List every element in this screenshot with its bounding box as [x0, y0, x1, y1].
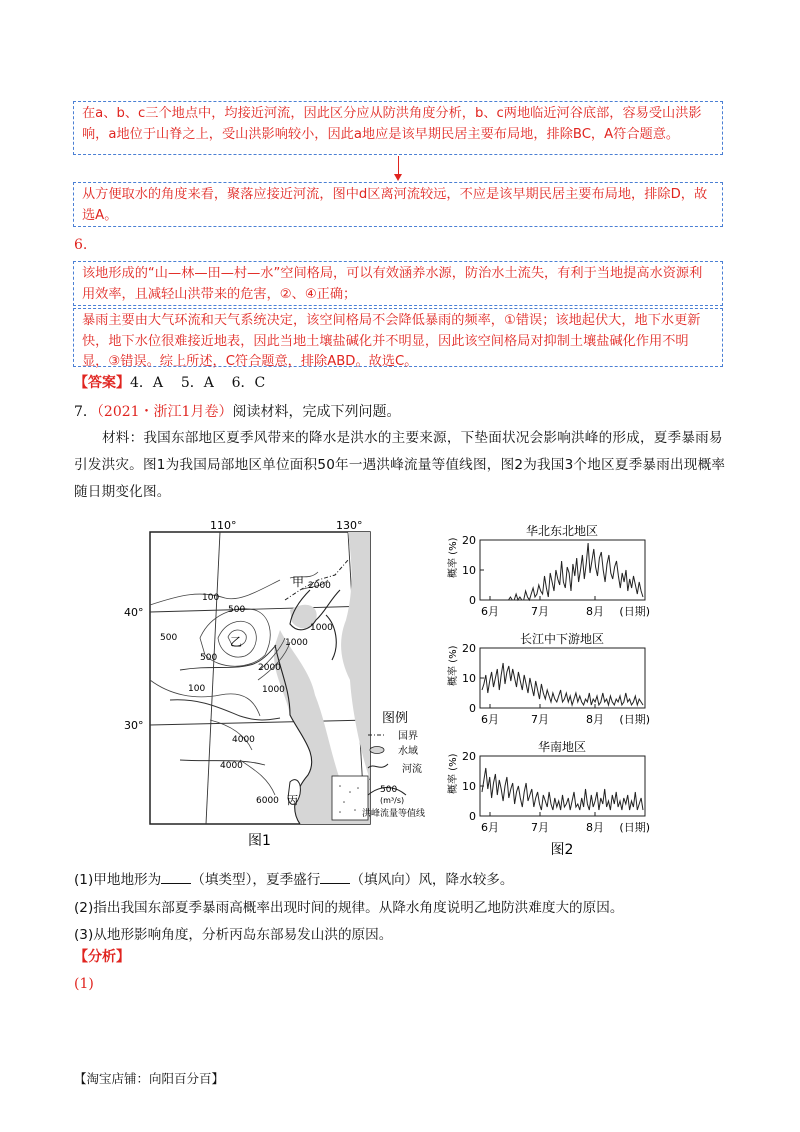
- x-tick-label: (日期): [619, 713, 650, 726]
- place-bing: 丙: [287, 794, 298, 807]
- question-7-2: (2)指出我国东部夏季暴雨高概率出现时间的规律。从降水角度说明乙地防洪难度大的原因。: [74, 900, 624, 916]
- figure-1-map: [124, 519, 426, 850]
- question-7-prompt: 阅读材料，完成下列问题。: [232, 404, 401, 420]
- x-tick-label: 7月: [531, 821, 549, 834]
- iso-label: 4000: [232, 735, 255, 745]
- y-tick-label: 20: [462, 750, 476, 763]
- question-7-1: [74, 869, 514, 891]
- iso-label: 6000: [256, 796, 279, 806]
- legend-iso-label: 洪峰流量等值线: [362, 809, 426, 819]
- iso-label: 100: [188, 684, 206, 694]
- q1-part-a: (1)甲地地形为: [74, 872, 162, 888]
- iso-label: 100: [202, 593, 220, 603]
- iso-label: 500: [200, 653, 218, 663]
- chart-title: 华北东北地区: [525, 524, 599, 538]
- figure-2-charts: [430, 522, 675, 862]
- question-6-label: 6.: [74, 237, 88, 253]
- chart-title: 华南地区: [537, 740, 587, 754]
- y-tick-label: 20: [462, 642, 476, 655]
- x-tick-label: 8月: [586, 605, 604, 618]
- place-jia: 甲: [292, 575, 305, 589]
- x-tick-label: 8月: [586, 713, 604, 726]
- material-paragraph: 材料：我国东部地区夏季风带来的降水是洪水的主要来源，下垫面状况会影响洪峰的形成，夏季暴雨易引发洪灾。图1为我国局部地区单位面积50年一遇洪峰流量等值线图，图2为我国3个地区夏季暴雨出现概率随日期变化图。: [74, 430, 726, 500]
- y-tick-label: 0: [469, 702, 476, 715]
- y-tick-label: 0: [469, 810, 476, 823]
- y-tick-label: 20: [462, 534, 476, 547]
- analysis-number: (1): [74, 976, 94, 992]
- x-tick-label: 8月: [586, 821, 604, 834]
- iso-label: 4000: [220, 761, 243, 771]
- question-7-heading: [74, 401, 400, 423]
- x-tick-label: (日期): [619, 605, 650, 618]
- y-axis-label: 概率 (%): [448, 537, 459, 578]
- x-tick-label: 6月: [481, 605, 499, 618]
- q1-blank-1: [161, 883, 191, 884]
- y-axis-label: 概率 (%): [448, 645, 459, 686]
- question-7-source: （2021・浙江1月卷）: [96, 404, 233, 420]
- iso-label: 1000: [285, 638, 308, 648]
- answer-line: [74, 372, 265, 394]
- answer-tag: 【答案】: [74, 375, 130, 391]
- explanation-box-4: 暴雨主要由大气环流和天气系统决定，该空间格局不会降低暴雨的频率，①错误；该地起伏大，地下水更新快，地下水位很难接近地表，因此当地土壤盐碱化并不明显，因此该空间格局对抑制土壤盐碱化作用不明显，③错误。综上所述，C符合题意，排除ABD。故选C。: [73, 308, 723, 367]
- chart-title: 长江中下游地区: [519, 632, 605, 646]
- y-tick-label: 10: [462, 780, 476, 793]
- y-tick-label: 0: [469, 594, 476, 607]
- iso-label: 2000: [258, 663, 281, 673]
- question-7-3: (3)从地形影响角度，分析丙岛东部易发山洪的原因。: [74, 927, 393, 943]
- legend-river-label: 河流: [402, 764, 422, 775]
- iso-label: 1000: [262, 685, 285, 695]
- x-tick-label: 7月: [531, 713, 549, 726]
- x-tick-label: 6月: [481, 713, 499, 726]
- explanation-box-3: 该地形成的“山—林—田—村—水”空间格局，可以有效涵养水源，防治水土流失，有利于当地提高水资源利用效率，且减轻山洪带来的危害，②、④正确；: [73, 261, 723, 306]
- page-footer: 【淘宝店铺：向阳百分百】: [74, 1071, 225, 1086]
- q1-part-b: （填类型），夏季盛行: [191, 872, 321, 888]
- x-tick-label: 7月: [531, 605, 549, 618]
- x-tick-label: 6月: [481, 821, 499, 834]
- question-7-number: 7．: [74, 404, 97, 420]
- legend-water-label: 水域: [398, 746, 418, 757]
- iso-label: 500: [160, 633, 178, 643]
- legend-title: 图例: [382, 711, 409, 726]
- y-tick-label: 10: [462, 564, 476, 577]
- legend-iso-value: 500: [380, 785, 398, 795]
- iso-label: 2000: [308, 581, 331, 591]
- x-tick-label: (日期): [619, 821, 650, 834]
- iso-label: 1000: [310, 623, 333, 633]
- figure-2-caption: 图2: [550, 842, 574, 858]
- lon-label-110: 110°: [210, 519, 237, 532]
- q1-blank-2: [320, 883, 350, 884]
- figure-1-caption: 图1: [248, 833, 271, 849]
- explanation-box-1: 在a、b、c三个地点中，均接近河流，因此区分应从防洪角度分析，b、c两地临近河谷底部，容易受山洪影响，a地位于山脊之上，受山洪影响较小，因此a地应是该早期民居主要布局地，排除BC，A符合题意。: [73, 101, 723, 155]
- analysis-tag: 【分析】: [74, 949, 130, 965]
- lat-label-30: 30°: [124, 719, 144, 732]
- lat-label-40: 40°: [124, 606, 144, 619]
- y-tick-label: 10: [462, 672, 476, 685]
- answer-text: 4．A 5．A 6．C: [130, 375, 266, 391]
- legend-iso-unit: (m³/s): [380, 796, 405, 805]
- arrow-head: [394, 174, 402, 181]
- q1-part-c: （填风向）风，降水较多。: [350, 872, 514, 888]
- legend-border-label: 国界: [398, 731, 418, 742]
- lon-label-130: 130°: [336, 519, 363, 532]
- iso-label: 500: [228, 605, 246, 615]
- explanation-box-2: 从方便取水的角度来看，聚落应接近河流，图中d区离河流较远，不应是该早期民居主要布局地，排除D，故选A。: [73, 182, 723, 227]
- place-yi: 乙: [230, 635, 243, 649]
- y-axis-label: 概率 (%): [448, 753, 459, 794]
